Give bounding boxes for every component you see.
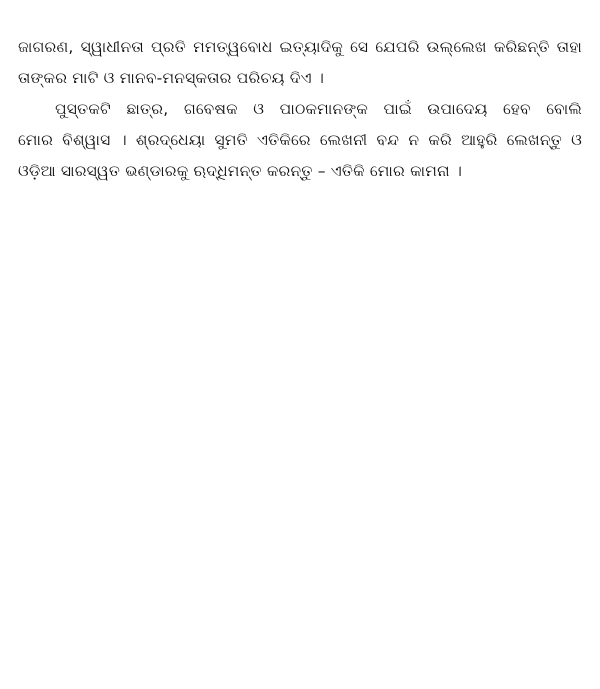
text-line: ତାଙ୍କର ମାଟି ଓ ମାନବ-ମନସ୍କତାର ପରିଚୟ ଦିଏ । bbox=[18, 69, 325, 87]
text-line: ପୁସ୍ତକଟି ଛାତ୍ର, ଗବେଷକ ଓ ପାଠକମାନଙ୍କ ପାଇଁ ଉପାଦେୟ ହେବ ବୋଲି bbox=[55, 100, 582, 118]
paragraph-1 bbox=[18, 32, 582, 94]
text-line: ମୋର ବିଶ୍ୱାସ । ଶ୍ରଦ୍ଧେୟା ସୁମତି ଏତିକିରେ ଲେଖନୀ ବନ୍ଦ ନ କରି ଆହୁରି ଲେଖନ୍ତୁ ଓ bbox=[18, 131, 582, 149]
text-line: ଓଡ଼ିଆ ସାରସ୍ୱତ ଭଣ୍ଡାରକୁ ଋଦ୍ଧିମନ୍ତ କରନ୍ତୁ – ଏତିକି ମୋର କାମନା । bbox=[18, 162, 463, 180]
text-line: ଜାଗରଣ, ସ୍ୱାଧୀନତା ପ୍ରତି ମମତ୍ୱବୋଧ ଇତ୍ୟାଦିକୁ ସେ ଯେପରି ଉଲ୍ଲେଖ କରିଛନ୍ତି ତାହା bbox=[18, 38, 582, 56]
body-text bbox=[18, 32, 582, 187]
paragraph-2 bbox=[18, 94, 582, 187]
